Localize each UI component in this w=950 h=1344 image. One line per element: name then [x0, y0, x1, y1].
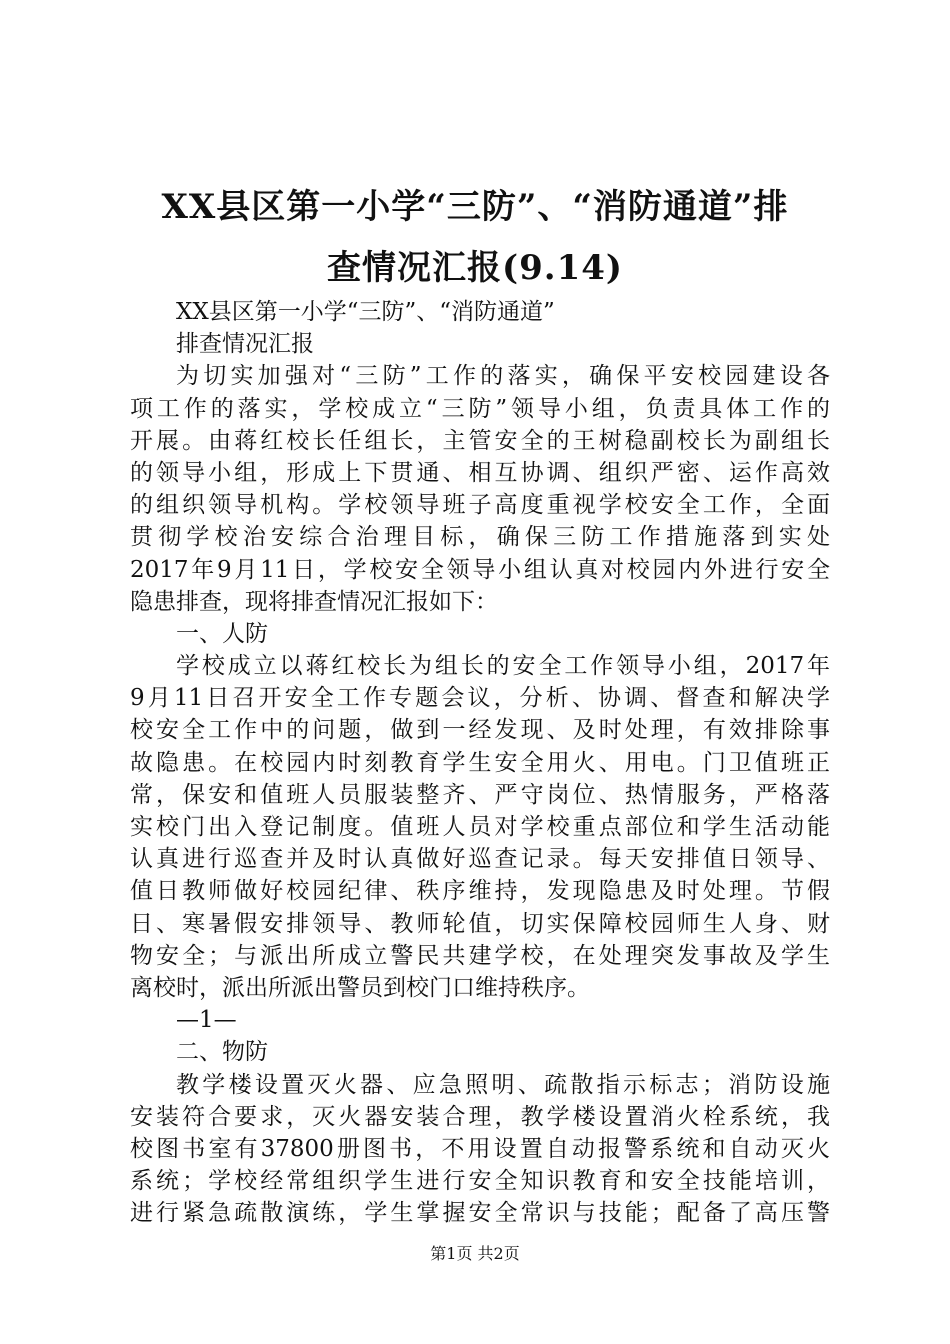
- paragraph-line: 项工作的落实，学校成立“三防”领导小组，负责具体工作的: [130, 395, 830, 422]
- paragraph-line: 9月11日召开安全工作专题会议，分析、协调、督查和解决学: [130, 685, 830, 712]
- section-heading: 二、物防: [176, 1039, 268, 1066]
- section-heading: 一、人防: [176, 620, 268, 647]
- paragraph-line: 2017年9月11日，学校安全领导小组认真对校园内外进行安全: [130, 556, 830, 583]
- inline-page-marker: —1—: [176, 1007, 237, 1034]
- paragraph-line: 贯彻学校治安综合治理目标，确保三防工作措施落到实处: [130, 524, 830, 551]
- paragraph-line: 系统；学校经常组织学生进行安全知识教育和安全技能培训，: [130, 1168, 830, 1195]
- subtitle-line: 排查情况汇报: [176, 331, 314, 358]
- document-title-line-1: XX县区第一小学“三防”、“消防通道”排: [161, 187, 789, 227]
- paragraph-line: 的组织领导机构。学校领导班子高度重视学校安全工作，全面: [130, 492, 830, 519]
- paragraph-line: 实校门出入登记制度。值班人员对学校重点部位和学生活动能: [130, 814, 830, 840]
- paragraph-line: 认真进行巡查并及时认真做好巡查记录。每天安排值日领导、: [130, 846, 830, 873]
- paragraph-line: 校图书室有37800册图书，不用设置自动报警系统和自动灭火: [130, 1135, 830, 1162]
- paragraph-line: 物安全；与派出所成立警民共建学校，在处理突发事故及学生: [130, 942, 830, 969]
- paragraph-line: 的领导小组，形成上下贯通、相互协调、组织严密、运作高效: [130, 459, 830, 486]
- paragraph-line: 安装符合要求，灭火器安装合理，教学楼设置消火栓系统，我: [130, 1103, 830, 1130]
- paragraph-line: 学校成立以蒋红校长为组长的安全工作领导小组，2017年: [176, 653, 830, 680]
- paragraph-line: 进行紧急疏散演练，学生掌握安全常识与技能；配备了高压警: [130, 1200, 830, 1227]
- paragraph-line: 为切实加强对“三防”工作的落实，确保平安校园建设各: [176, 363, 830, 390]
- page-footer: 第1页 共2页: [430, 1244, 520, 1263]
- paragraph-line: 校安全工作中的问题，做到一经发现、及时处理，有效排除事: [130, 717, 830, 744]
- paragraph-line: 日、寒暑假安排领导、教师轮值，切实保障校园师生人身、财: [130, 910, 830, 937]
- document-body: [130, 296, 830, 1229]
- paragraph-line: 值日教师做好校园纪律、秩序维持，发现隐患及时处理。节假: [130, 878, 830, 905]
- paragraph-line: 故隐患。在校园内时刻教育学生安全用火、用电。门卫值班正: [130, 749, 830, 776]
- paragraph-line: 隐患排查，现将排查情况汇报如下：: [130, 588, 498, 615]
- paragraph-line: 常，保安和值班人员服装整齐、严守岗位、热情服务，严格落: [130, 781, 830, 808]
- paragraph-line: 离校时，派出所派出警员到校门口维持秩序。: [130, 974, 590, 1001]
- document-title-line-2: 查情况汇报(9.14): [327, 248, 623, 288]
- paragraph-line: 开展。由蒋红校长任组长，主管安全的王树稳副校长为副组长: [130, 427, 830, 454]
- paragraph-line: 教学楼设置灭火器、应急照明、疏散指示标志；消防设施: [176, 1071, 830, 1098]
- subtitle-line: XX县区第一小学“三防”、“消防通道”: [176, 299, 555, 325]
